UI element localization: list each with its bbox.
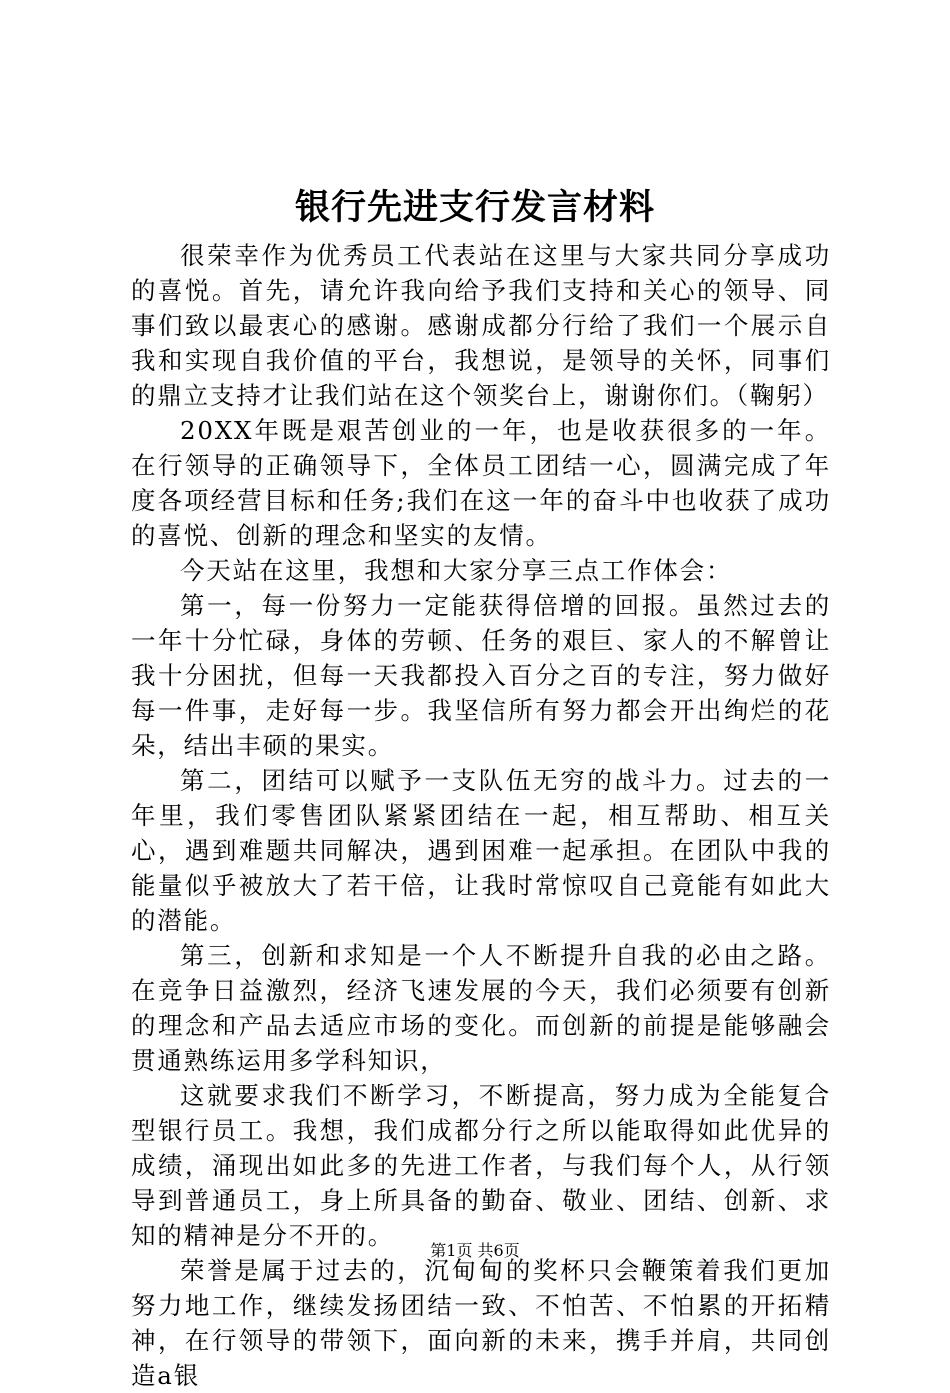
paragraph-honor: 荣誉是属于过去的，沉甸甸的奖杯只会鞭策着我们更加努力地工作，继续发扬团结一致、不怕苦、不怕累的开拓精神，在行领导的带领下，面向新的未来，携手并肩，共同创造a银	[131, 1256, 831, 1390]
paragraph-point-three: 第三，创新和求知是一个人不断提升自我的必由之路。在竞争日益激烈，经济飞速发展的今天，我们必须要有创新的理念和产品去适应市场的变化。而创新的前提是能够融会贯通熟练运用多学科知识，	[131, 941, 831, 1075]
paragraph-point-one: 第一，每一份努力一定能获得倍增的回报。虽然过去的一年十分忙碌，身体的劳顿、任务的艰巨、家人的不解曾让我十分困扰，但每一天我都投入百分之百的专注，努力做好每一件事，走好每一步。我坚信所有努力都会开出绚烂的花朵，结出丰硕的果实。	[131, 591, 831, 760]
page-number: 第1页 共6页	[430, 1241, 520, 1260]
paragraph-learning: 这就要求我们不断学习，不断提高，努力成为全能复合型银行员工。我想，我们成都分行之所以能取得如此优异的成绩，涌现出如此多的先进工作者，与我们每个人，从行领导到普通员工，身上所具备的勤奋、敬业、团结、创新、求知的精神是分不开的。	[131, 1081, 831, 1250]
paragraph-point-two: 第二，团结可以赋予一支队伍无穷的战斗力。过去的一年里，我们零售团队紧紧团结在一起，相互帮助、相互关心，遇到难题共同解决，遇到困难一起承担。在团队中我的能量似乎被放大了若干倍，让我时常惊叹自己竟能有如此大的潜能。	[131, 766, 831, 935]
document-body	[131, 238, 831, 1393]
paragraph-share-intro: 今天站在这里，我想和大家分享三点工作体会：	[180, 556, 733, 585]
paragraph-year-summary: 20XX年既是艰苦创业的一年，也是收获很多的一年。在行领导的正确领导下，全体员工团结一心，圆满完成了年度各项经营目标和任务;我们在这一年的奋斗中也收获了成功的喜悦、创新的理念和坚实的友情。	[131, 416, 831, 550]
paragraph-intro: 很荣幸作为优秀员工代表站在这里与大家共同分享成功的喜悦。首先，请允许我向给予我们支持和关心的领导、同事们致以最衷心的感谢。感谢成都分行给了我们一个展示自我和实现自我价值的平台，我想说，是领导的关怀，同事们的鼎立支持才让我们站在这个领奖台上，谢谢你们。（鞠躬）	[131, 241, 831, 410]
document-title: 银行先进支行发言材料	[294, 187, 655, 228]
